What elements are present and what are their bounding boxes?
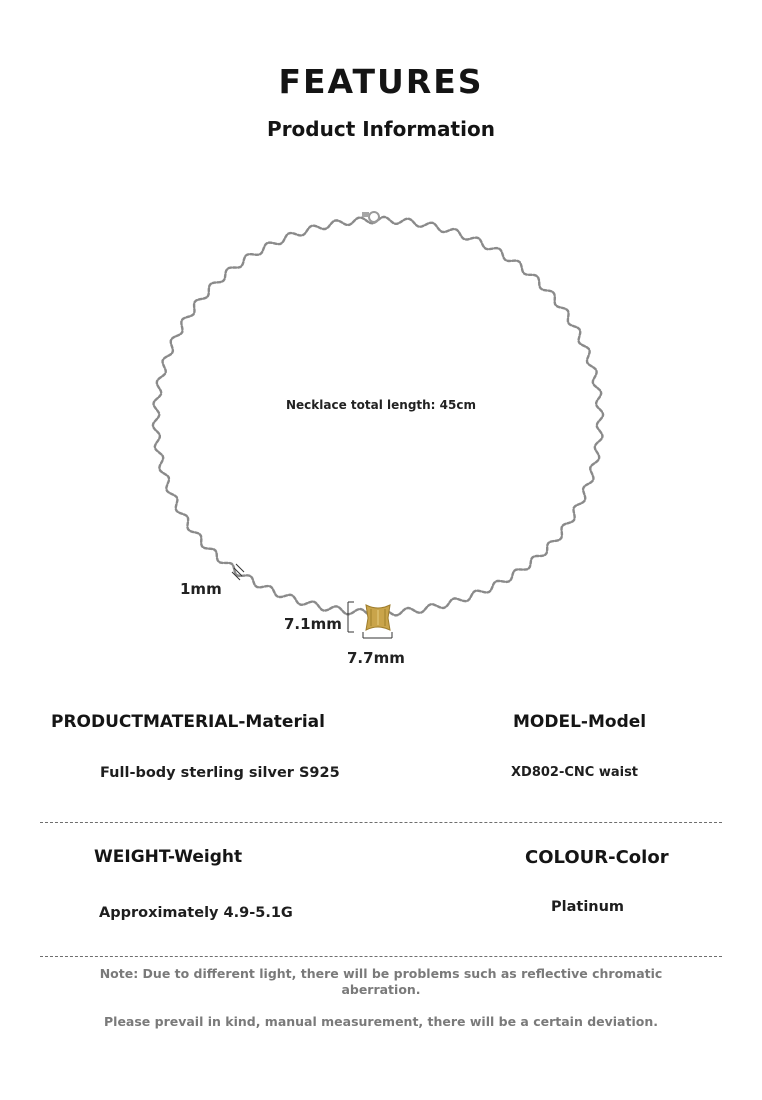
pendant-height-label: 7.1mm xyxy=(284,615,342,633)
note-light: Note: Due to different light, there will be problems such as reflective chromatic aberration. xyxy=(99,966,663,997)
page-title: FEATURES xyxy=(278,62,484,101)
colour-value: Platinum xyxy=(551,899,625,915)
colour-heading: COLOUR-Color xyxy=(525,847,669,868)
necklace-length-label: Necklace total length: 45cm xyxy=(286,398,476,412)
necklace-chain xyxy=(153,217,603,616)
divider-top xyxy=(40,822,722,823)
pendant-width-bracket xyxy=(363,632,392,638)
page-subtitle: Product Information xyxy=(267,117,495,141)
material-value: Full-body sterling silver S925 xyxy=(100,765,340,781)
pendant-height-bracket xyxy=(348,602,354,632)
divider-bottom xyxy=(40,956,722,957)
material-heading: PRODUCTMATERIAL-Material xyxy=(51,712,325,732)
weight-value: Approximately 4.9-5.1G xyxy=(99,905,293,921)
model-value: XD802-CNC waist xyxy=(511,765,639,780)
note-measurement: Please prevail in kind, manual measurement, there will be a certain deviation. xyxy=(104,1014,658,1029)
weight-heading: WEIGHT-Weight xyxy=(94,847,243,867)
chain-width-label: 1mm xyxy=(180,580,222,598)
model-heading: MODEL-Model xyxy=(513,712,647,732)
pendant-width-label: 7.7mm xyxy=(347,649,405,667)
gold-pendant xyxy=(366,605,390,630)
